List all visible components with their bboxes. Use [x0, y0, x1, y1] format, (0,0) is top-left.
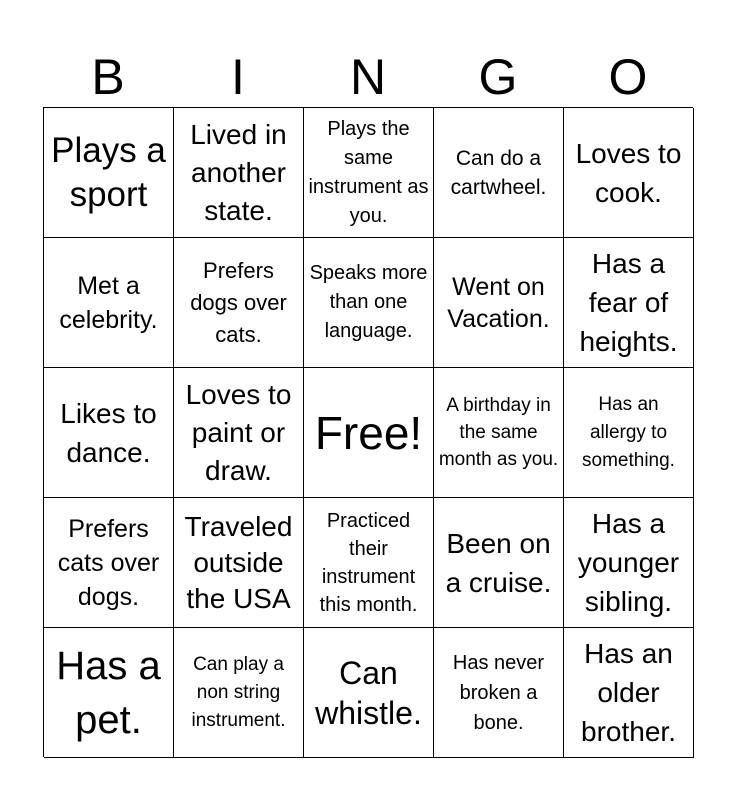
- header-letter-o: O: [608, 49, 648, 105]
- cell-text: Prefers cats over dogs.: [57, 514, 160, 611]
- bingo-cell-i1[interactable]: [174, 108, 304, 238]
- bingo-cell-o5[interactable]: [564, 628, 694, 758]
- cell-text: Can play a non string instrument.: [191, 653, 286, 731]
- free-space-label: Free!: [314, 406, 423, 459]
- bingo-cell-b3[interactable]: [44, 368, 174, 498]
- header-letter-n: N: [349, 49, 387, 105]
- cell-text: Been on a cruise.: [445, 527, 552, 598]
- bingo-cell-o3[interactable]: [564, 368, 694, 498]
- cell-text: Has an older brother.: [581, 638, 676, 747]
- cell-text: Can do a cartwheel.: [450, 146, 547, 199]
- bingo-cell-b2[interactable]: [44, 238, 174, 368]
- header-letter-b: B: [91, 49, 125, 105]
- cell-text: Lived in another state.: [190, 118, 287, 226]
- bingo-cell-i5[interactable]: [174, 628, 304, 758]
- header-letter-g: G: [478, 49, 518, 105]
- cell-text: Can whistle.: [315, 654, 422, 731]
- bingo-header: [43, 48, 693, 106]
- bingo-cell-b5[interactable]: [44, 628, 174, 758]
- bingo-cell-i3[interactable]: [174, 368, 304, 498]
- bingo-cell-n2[interactable]: [304, 238, 434, 368]
- cell-text: Went on Vacation.: [447, 272, 550, 333]
- cell-text: Has a fear of heights.: [579, 248, 678, 357]
- bingo-cell-i2[interactable]: [174, 238, 304, 368]
- cell-text: Plays a sport: [51, 130, 166, 214]
- cell-text: Speaks more than one language.: [309, 262, 428, 342]
- cell-text: Traveled outside the USA: [184, 510, 293, 614]
- header-letter-i: I: [231, 49, 245, 105]
- cell-text: Loves to cook.: [575, 137, 682, 208]
- bingo-cell-g3[interactable]: [434, 368, 564, 498]
- cell-text: Met a celebrity.: [59, 271, 158, 334]
- cell-text: A birthday in the same month as you.: [438, 395, 559, 470]
- bingo-cell-n3-free-space[interactable]: [304, 368, 434, 498]
- bingo-cell-n1[interactable]: [304, 108, 434, 238]
- cell-text: Has a pet.: [56, 643, 161, 742]
- bingo-cell-g1[interactable]: [434, 108, 564, 238]
- bingo-cell-g4[interactable]: [434, 498, 564, 628]
- bingo-cell-n4[interactable]: [304, 498, 434, 628]
- bingo-cell-n5[interactable]: [304, 628, 434, 758]
- bingo-cell-b4[interactable]: [44, 498, 174, 628]
- cell-text: Prefers dogs over cats.: [190, 257, 287, 347]
- bingo-cell-b1[interactable]: [44, 108, 174, 238]
- cell-text: Plays the same instrument as you.: [308, 117, 429, 227]
- bingo-cell-i4[interactable]: [174, 498, 304, 628]
- bingo-cell-o1[interactable]: [564, 108, 694, 238]
- cell-text: Likes to dance.: [60, 397, 157, 468]
- cell-text: Has never broken a bone.: [452, 651, 545, 734]
- bingo-cell-o2[interactable]: [564, 238, 694, 368]
- cell-text: Loves to paint or draw.: [185, 378, 292, 486]
- bingo-cell-g5[interactable]: [434, 628, 564, 758]
- bingo-card-grid: [43, 107, 693, 757]
- bingo-cell-o4[interactable]: [564, 498, 694, 628]
- cell-text: Practiced their instrument this month.: [319, 509, 418, 616]
- cell-text: Has an allergy to something.: [582, 393, 675, 471]
- cell-text: Has a younger sibling.: [577, 508, 680, 617]
- bingo-cell-g2[interactable]: [434, 238, 564, 368]
